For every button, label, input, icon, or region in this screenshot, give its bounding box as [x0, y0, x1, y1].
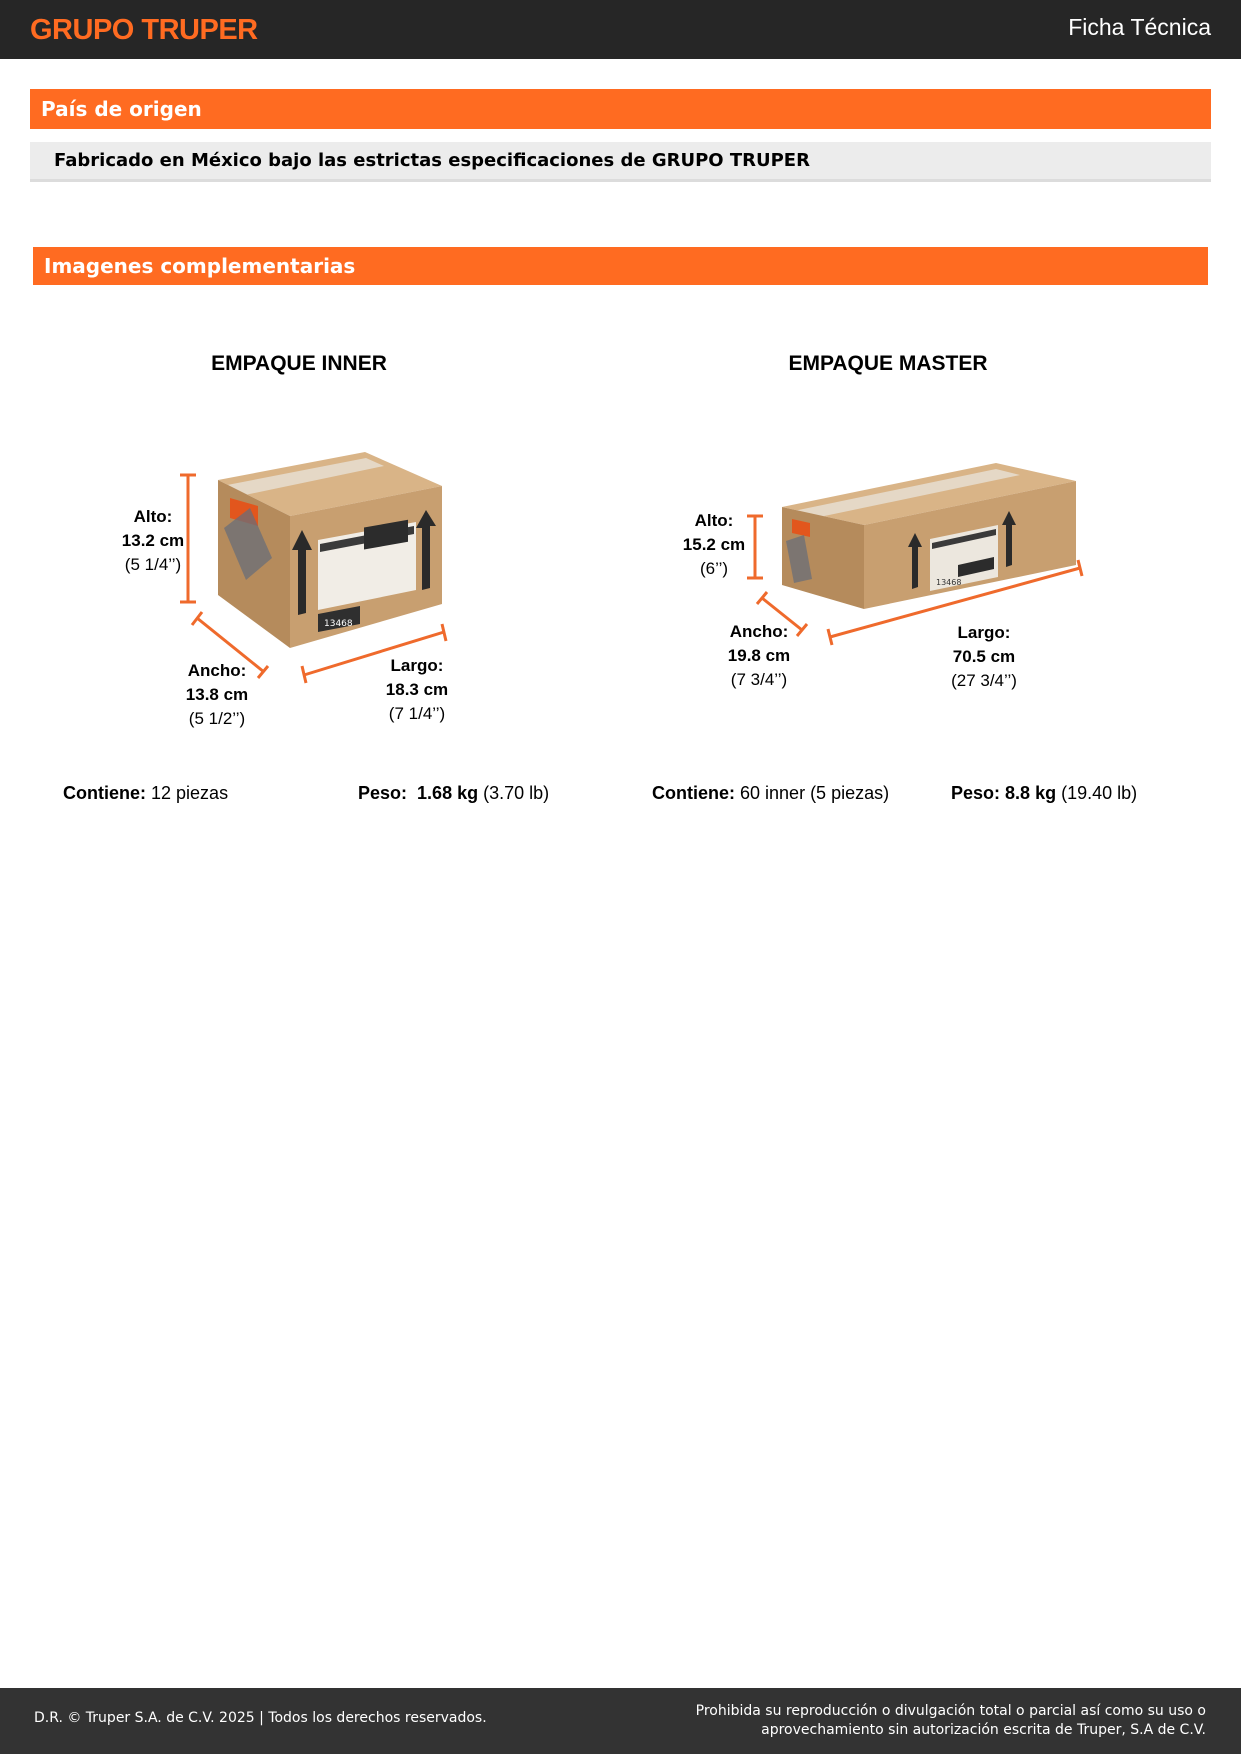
inner-contiene: Contiene: 12 piezas [63, 783, 229, 803]
inner-alto-label: Alto: 13.2 cm (5 1/4’’) [121, 507, 185, 574]
master-peso: Peso: 8.8 kg (19.40 lb) [951, 783, 1138, 803]
brand-logo: GRUPO TRUPER [30, 14, 258, 46]
footer [0, 1688, 1241, 1754]
footer-copyright: D.R. © Truper S.A. de C.V. 2025 | Todos los derechos reservados. [34, 1710, 487, 1726]
inner-package-title: EMPAQUE INNER [211, 352, 387, 375]
master-largo-label: Largo: 70.5 cm (27 3/4’’) [951, 623, 1017, 690]
master-alto-label: Alto: 15.2 cm (6’’) [682, 511, 746, 578]
origin-heading: País de origen [30, 89, 1211, 129]
inner-largo-label: Largo: 18.3 cm (7 1/4’’) [385, 656, 449, 723]
inner-ancho-label: Ancho: 13.8 cm (5 1/2’’) [185, 661, 249, 728]
master-ancho-label: Ancho: 19.8 cm (7 3/4’’) [727, 622, 791, 689]
inner-box-code: 13468 [324, 619, 353, 629]
master-contiene: Contiene: 60 inner (5 piezas) [652, 783, 890, 803]
footer-disclaimer: Prohibida su reproducción o divulgación total o parcial así como su uso o aprovechamiento sin autorización escrita de Truper, S.A de C.V. [695, 1703, 1206, 1738]
images-heading: Imagenes complementarias [33, 247, 1208, 285]
master-package-title: EMPAQUE MASTER [788, 352, 988, 375]
inner-peso: Peso: 1.68 kg (3.70 lb) [358, 783, 550, 803]
master-box-code: 13468 [936, 578, 962, 587]
origin-text: Fabricado en México bajo las estrictas especificaciones de GRUPO TRUPER [30, 142, 1211, 182]
document-title: Ficha Técnica [1068, 14, 1211, 40]
top-bar [0, 0, 1241, 59]
